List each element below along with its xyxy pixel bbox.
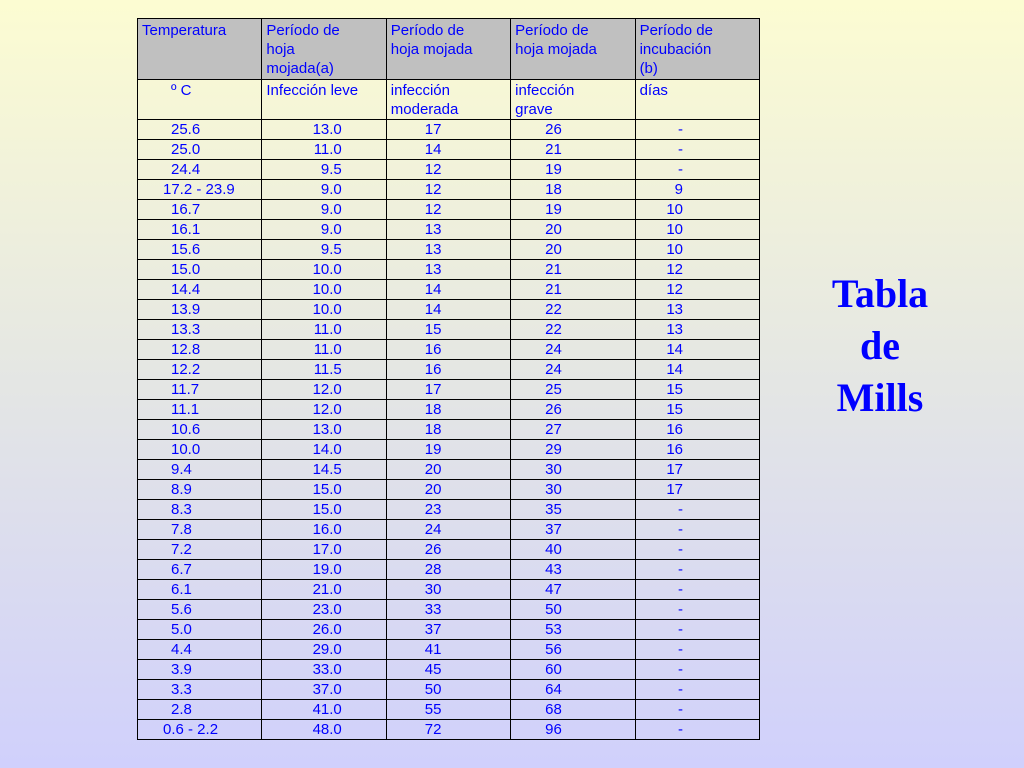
cell-incubacion: 10 — [635, 220, 759, 240]
cell-grave: 21 — [511, 260, 635, 280]
table-row — [138, 200, 760, 220]
unit-infeccion-grave — [511, 80, 635, 120]
cell-temperatura: 3.3 — [138, 680, 262, 700]
table-row — [138, 120, 760, 140]
cell-temperatura: 24.4 — [138, 160, 262, 180]
cell-grave: 96 — [511, 720, 635, 740]
cell-grave: 43 — [511, 560, 635, 580]
title-line: de — [860, 323, 900, 368]
table-row — [138, 680, 760, 700]
cell-leve: 26.0 — [262, 620, 386, 640]
cell-temperatura: 3.9 — [138, 660, 262, 680]
header-line: mojada(a) — [266, 60, 334, 77]
cell-moderada: 19 — [386, 440, 510, 460]
table-row — [138, 620, 760, 640]
cell-leve: 13.0 — [262, 420, 386, 440]
table-row — [138, 140, 760, 160]
cell-temperatura: 0.6 - 2.2 — [138, 720, 262, 740]
cell-moderada: 17 — [386, 380, 510, 400]
header-temperatura — [138, 19, 262, 80]
title-line: Tabla — [831, 271, 929, 316]
cell-leve: 48.0 — [262, 720, 386, 740]
cell-grave: 56 — [511, 640, 635, 660]
cell-leve: 19.0 — [262, 560, 386, 580]
cell-temperatura: 5.0 — [138, 620, 262, 640]
header-hoja-mojada-grave — [511, 19, 635, 80]
header-line: hoja mojada — [515, 41, 597, 58]
cell-temperatura: 25.0 — [138, 140, 262, 160]
cell-grave: 24 — [511, 360, 635, 380]
cell-temperatura: 25.6 — [138, 120, 262, 140]
cell-grave: 22 — [511, 300, 635, 320]
cell-leve: 14.0 — [262, 440, 386, 460]
cell-moderada: 12 — [386, 200, 510, 220]
cell-grave: 35 — [511, 500, 635, 520]
table-row — [138, 380, 760, 400]
cell-incubacion: 12 — [635, 260, 759, 280]
cell-moderada: 17 — [386, 120, 510, 140]
cell-incubacion: - — [635, 680, 759, 700]
cell-incubacion: 9 — [635, 180, 759, 200]
cell-incubacion: 16 — [635, 420, 759, 440]
cell-temperatura: 9.4 — [138, 460, 262, 480]
cell-incubacion: - — [635, 580, 759, 600]
cell-temperatura: 11.7 — [138, 380, 262, 400]
cell-temperatura: 7.2 — [138, 540, 262, 560]
cell-moderada: 24 — [386, 520, 510, 540]
cell-incubacion: - — [635, 540, 759, 560]
cell-temperatura: 6.1 — [138, 580, 262, 600]
cell-leve: 9.5 — [262, 160, 386, 180]
cell-incubacion: - — [635, 720, 759, 740]
cell-leve: 11.5 — [262, 360, 386, 380]
cell-moderada: 55 — [386, 700, 510, 720]
cell-temperatura: 12.8 — [138, 340, 262, 360]
cell-incubacion: 15 — [635, 380, 759, 400]
cell-incubacion: 13 — [635, 320, 759, 340]
cell-moderada: 14 — [386, 300, 510, 320]
cell-temperatura: 14.4 — [138, 280, 262, 300]
cell-leve: 10.0 — [262, 280, 386, 300]
cell-grave: 30 — [511, 480, 635, 500]
cell-temperatura: 10.0 — [138, 440, 262, 460]
cell-leve: 12.0 — [262, 400, 386, 420]
header-row — [138, 19, 760, 80]
cell-leve: 23.0 — [262, 600, 386, 620]
table-row — [138, 560, 760, 580]
unit-dias — [635, 80, 759, 120]
cell-grave: 24 — [511, 340, 635, 360]
cell-temperatura: 12.2 — [138, 360, 262, 380]
cell-grave: 50 — [511, 600, 635, 620]
cell-moderada: 33 — [386, 600, 510, 620]
table-row — [138, 420, 760, 440]
cell-leve: 10.0 — [262, 300, 386, 320]
cell-incubacion: 14 — [635, 360, 759, 380]
cell-grave: 20 — [511, 240, 635, 260]
cell-moderada: 16 — [386, 360, 510, 380]
cell-grave: 47 — [511, 580, 635, 600]
table-row — [138, 240, 760, 260]
cell-grave: 53 — [511, 620, 635, 640]
header-line: Período de — [390, 22, 465, 39]
cell-incubacion: - — [635, 600, 759, 620]
cell-leve: 21.0 — [262, 580, 386, 600]
cell-temperatura: 10.6 — [138, 420, 262, 440]
unit-line: infección — [390, 82, 450, 99]
table-row — [138, 480, 760, 500]
cell-leve: 11.0 — [262, 320, 386, 340]
cell-incubacion: - — [635, 500, 759, 520]
cell-grave: 19 — [511, 200, 635, 220]
table-row — [138, 660, 760, 680]
cell-temperatura: 2.8 — [138, 700, 262, 720]
cell-leve: 11.0 — [262, 140, 386, 160]
cell-leve: 10.0 — [262, 260, 386, 280]
cell-incubacion: 10 — [635, 200, 759, 220]
cell-incubacion: - — [635, 700, 759, 720]
cell-leve: 16.0 — [262, 520, 386, 540]
header-hoja-mojada-leve — [262, 19, 386, 80]
cell-grave: 37 — [511, 520, 635, 540]
header-hoja-mojada-moderada — [386, 19, 510, 80]
header-line: (b) — [639, 60, 658, 77]
cell-moderada: 13 — [386, 260, 510, 280]
cell-leve: 29.0 — [262, 640, 386, 660]
header-line: Período de — [266, 22, 340, 39]
header-line: incubación — [639, 41, 712, 58]
cell-temperatura: 13.3 — [138, 320, 262, 340]
cell-grave: 19 — [511, 160, 635, 180]
unit-line: º C — [171, 82, 192, 99]
header-incubacion — [635, 19, 759, 80]
cell-leve: 12.0 — [262, 380, 386, 400]
cell-incubacion: - — [635, 620, 759, 640]
cell-temperatura: 11.1 — [138, 400, 262, 420]
cell-leve: 13.0 — [262, 120, 386, 140]
cell-moderada: 20 — [386, 480, 510, 500]
cell-leve: 9.0 — [262, 220, 386, 240]
header-line: Período de — [639, 22, 713, 39]
cell-moderada: 18 — [386, 420, 510, 440]
cell-moderada: 37 — [386, 620, 510, 640]
cell-grave: 26 — [511, 120, 635, 140]
cell-temperatura: 16.7 — [138, 200, 262, 220]
header-line: hoja — [266, 41, 295, 58]
unit-line: moderada — [390, 101, 459, 118]
unit-infeccion-leve — [262, 80, 386, 120]
cell-incubacion: 16 — [635, 440, 759, 460]
unit-line: infección — [515, 82, 575, 99]
table-row — [138, 360, 760, 380]
table-row — [138, 340, 760, 360]
cell-leve: 14.5 — [262, 460, 386, 480]
cell-incubacion: - — [635, 520, 759, 540]
header-line: Período de — [515, 22, 589, 39]
unit-line: Infección leve — [266, 82, 359, 99]
table-row — [138, 300, 760, 320]
cell-temperatura: 15.6 — [138, 240, 262, 260]
cell-incubacion: - — [635, 660, 759, 680]
cell-grave: 68 — [511, 700, 635, 720]
table-row — [138, 700, 760, 720]
cell-grave: 21 — [511, 280, 635, 300]
cell-incubacion: 12 — [635, 280, 759, 300]
cell-moderada: 23 — [386, 500, 510, 520]
cell-incubacion: 13 — [635, 300, 759, 320]
cell-moderada: 41 — [386, 640, 510, 660]
cell-leve: 11.0 — [262, 340, 386, 360]
cell-grave: 20 — [511, 220, 635, 240]
cell-grave: 29 — [511, 440, 635, 460]
unit-line: grave — [515, 101, 553, 118]
cell-leve: 9.0 — [262, 200, 386, 220]
table-row — [138, 500, 760, 520]
cell-temperatura: 6.7 — [138, 560, 262, 580]
cell-moderada: 30 — [386, 580, 510, 600]
table-row — [138, 540, 760, 560]
title-line: Mills — [836, 375, 924, 420]
cell-grave: 21 — [511, 140, 635, 160]
cell-grave: 27 — [511, 420, 635, 440]
cell-moderada: 72 — [386, 720, 510, 740]
cell-leve: 37.0 — [262, 680, 386, 700]
cell-moderada: 13 — [386, 240, 510, 260]
unit-infeccion-moderada — [386, 80, 510, 120]
cell-grave: 40 — [511, 540, 635, 560]
table-row — [138, 220, 760, 240]
cell-grave: 26 — [511, 400, 635, 420]
cell-incubacion: 15 — [635, 400, 759, 420]
table-row — [138, 720, 760, 740]
table-row — [138, 180, 760, 200]
table-row — [138, 160, 760, 180]
table-row — [138, 460, 760, 480]
cell-incubacion: - — [635, 140, 759, 160]
cell-moderada: 45 — [386, 660, 510, 680]
cell-leve: 17.0 — [262, 540, 386, 560]
cell-incubacion: 10 — [635, 240, 759, 260]
cell-moderada: 12 — [386, 160, 510, 180]
slide-title — [800, 268, 960, 424]
cell-moderada: 16 — [386, 340, 510, 360]
cell-moderada: 26 — [386, 540, 510, 560]
table-row — [138, 580, 760, 600]
cell-leve: 15.0 — [262, 500, 386, 520]
table-head — [138, 19, 760, 120]
table-row — [138, 280, 760, 300]
units-row — [138, 80, 760, 120]
table-row — [138, 600, 760, 620]
cell-moderada: 20 — [386, 460, 510, 480]
cell-temperatura: 16.1 — [138, 220, 262, 240]
cell-leve: 41.0 — [262, 700, 386, 720]
cell-leve: 15.0 — [262, 480, 386, 500]
table-row — [138, 260, 760, 280]
table-row — [138, 640, 760, 660]
cell-incubacion: - — [635, 120, 759, 140]
cell-moderada: 28 — [386, 560, 510, 580]
table-body — [138, 120, 760, 740]
cell-incubacion: 17 — [635, 460, 759, 480]
cell-grave: 18 — [511, 180, 635, 200]
cell-grave: 64 — [511, 680, 635, 700]
cell-incubacion: - — [635, 160, 759, 180]
table-row — [138, 400, 760, 420]
cell-leve: 9.5 — [262, 240, 386, 260]
cell-moderada: 14 — [386, 140, 510, 160]
cell-moderada: 14 — [386, 280, 510, 300]
cell-grave: 30 — [511, 460, 635, 480]
cell-incubacion: - — [635, 640, 759, 660]
unit-line: días — [639, 82, 668, 99]
cell-moderada: 12 — [386, 180, 510, 200]
cell-grave: 22 — [511, 320, 635, 340]
cell-temperatura: 8.9 — [138, 480, 262, 500]
cell-grave: 25 — [511, 380, 635, 400]
table-row — [138, 520, 760, 540]
cell-leve: 33.0 — [262, 660, 386, 680]
cell-temperatura: 13.9 — [138, 300, 262, 320]
header-line: Temperatura — [142, 22, 227, 39]
cell-temperatura: 7.8 — [138, 520, 262, 540]
cell-moderada: 50 — [386, 680, 510, 700]
cell-temperatura: 8.3 — [138, 500, 262, 520]
cell-temperatura: 5.6 — [138, 600, 262, 620]
cell-temperatura: 15.0 — [138, 260, 262, 280]
table-row — [138, 440, 760, 460]
cell-temperatura: 4.4 — [138, 640, 262, 660]
cell-leve: 9.0 — [262, 180, 386, 200]
cell-moderada: 15 — [386, 320, 510, 340]
cell-incubacion: 14 — [635, 340, 759, 360]
unit-temperatura — [138, 80, 262, 120]
cell-incubacion: 17 — [635, 480, 759, 500]
header-line: hoja mojada — [390, 41, 473, 58]
table-row — [138, 320, 760, 340]
mills-table — [137, 18, 760, 740]
cell-temperatura: 17.2 - 23.9 — [138, 180, 262, 200]
cell-incubacion: - — [635, 560, 759, 580]
cell-grave: 60 — [511, 660, 635, 680]
cell-moderada: 18 — [386, 400, 510, 420]
cell-moderada: 13 — [386, 220, 510, 240]
